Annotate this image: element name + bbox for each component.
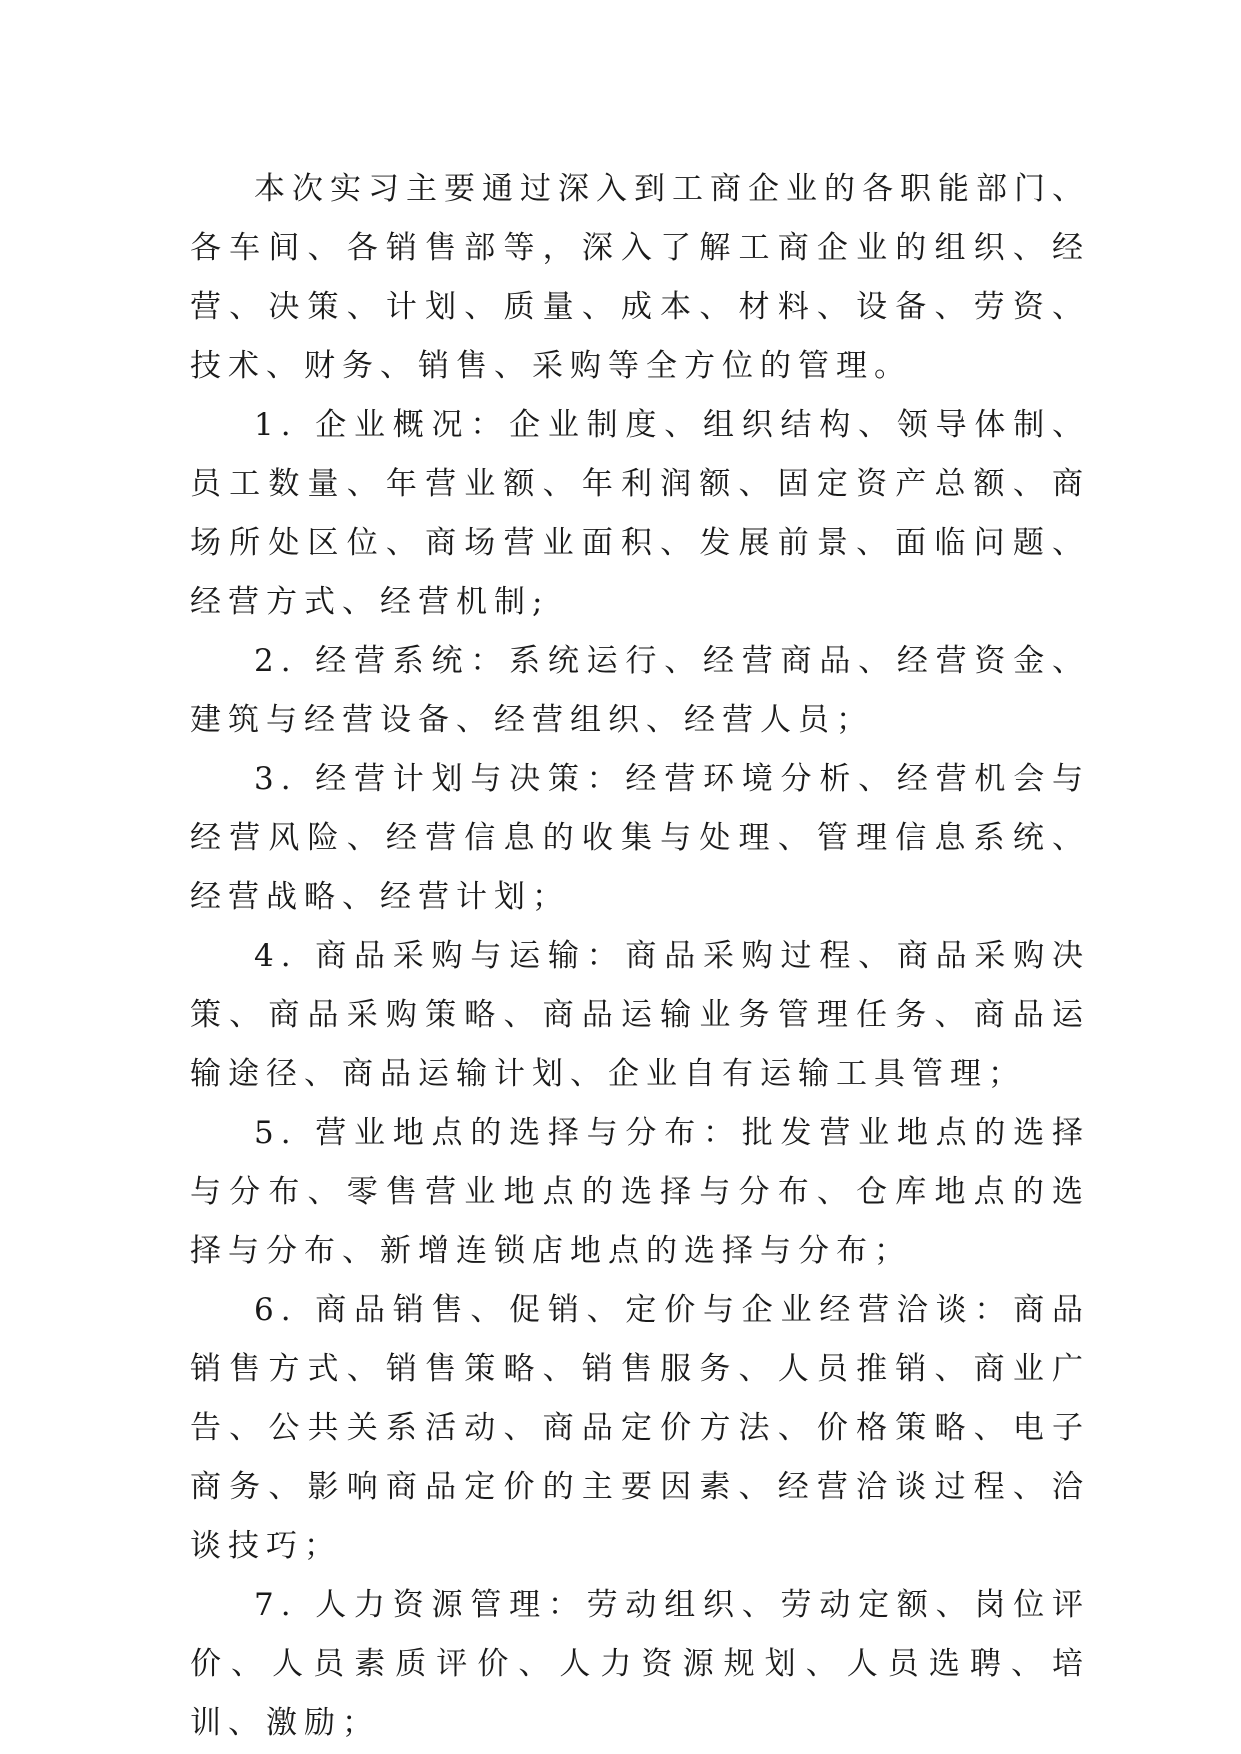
item-3-planning-decision: 3. 经营计划与决策：经营环境分析、经营机会与经营风险、经营信息的收集与处理、管理信息系统、经营战略、经营计划； [190,761,1090,915]
document-body [190,160,1090,1753]
item-4-purchasing-transport: 4. 商品采购与运输：商品采购过程、商品采购决策、商品采购策略、商品运输业务管理任务、商品运输途径、商品运输计划、企业自有运输工具管理； [190,938,1090,1092]
item-7-human-resources: 7. 人力资源管理：劳动组织、劳动定额、岗位评价、人员素质评价、人力资源规划、人员选聘、培训、激励； [190,1587,1090,1741]
item-6-sales-promotion-pricing: 6. 商品销售、促销、定价与企业经营洽谈：商品销售方式、销售策略、销售服务、人员推销、商业广告、公共关系活动、商品定价方法、价格策略、电子商务、影响商品定价的主要因素、经营洽谈过程、洽谈技巧； [190,1292,1090,1564]
item-2-operating-system: 2. 经营系统：系统运行、经营商品、经营资金、建筑与经营设备、经营组织、经营人员； [190,643,1090,738]
item-1-company-overview: 1. 企业概况：企业制度、组织结构、领导体制、员工数量、年营业额、年利润额、固定资产总额、商场所处区位、商场营业面积、发展前景、面临问题、经营方式、经营机制; [190,407,1090,620]
item-5-business-location: 5. 营业地点的选择与分布：批发营业地点的选择与分布、零售营业地点的选择与分布、仓库地点的选择与分布、新增连锁店地点的选择与分布； [190,1115,1090,1269]
intro-paragraph: 本次实习主要通过深入到工商企业的各职能部门、各车间、各销售部等，深入了解工商企业的组织、经营、决策、计划、质量、成本、材料、设备、劳资、技术、财务、销售、采购等全方位的管理。 [190,171,1090,384]
